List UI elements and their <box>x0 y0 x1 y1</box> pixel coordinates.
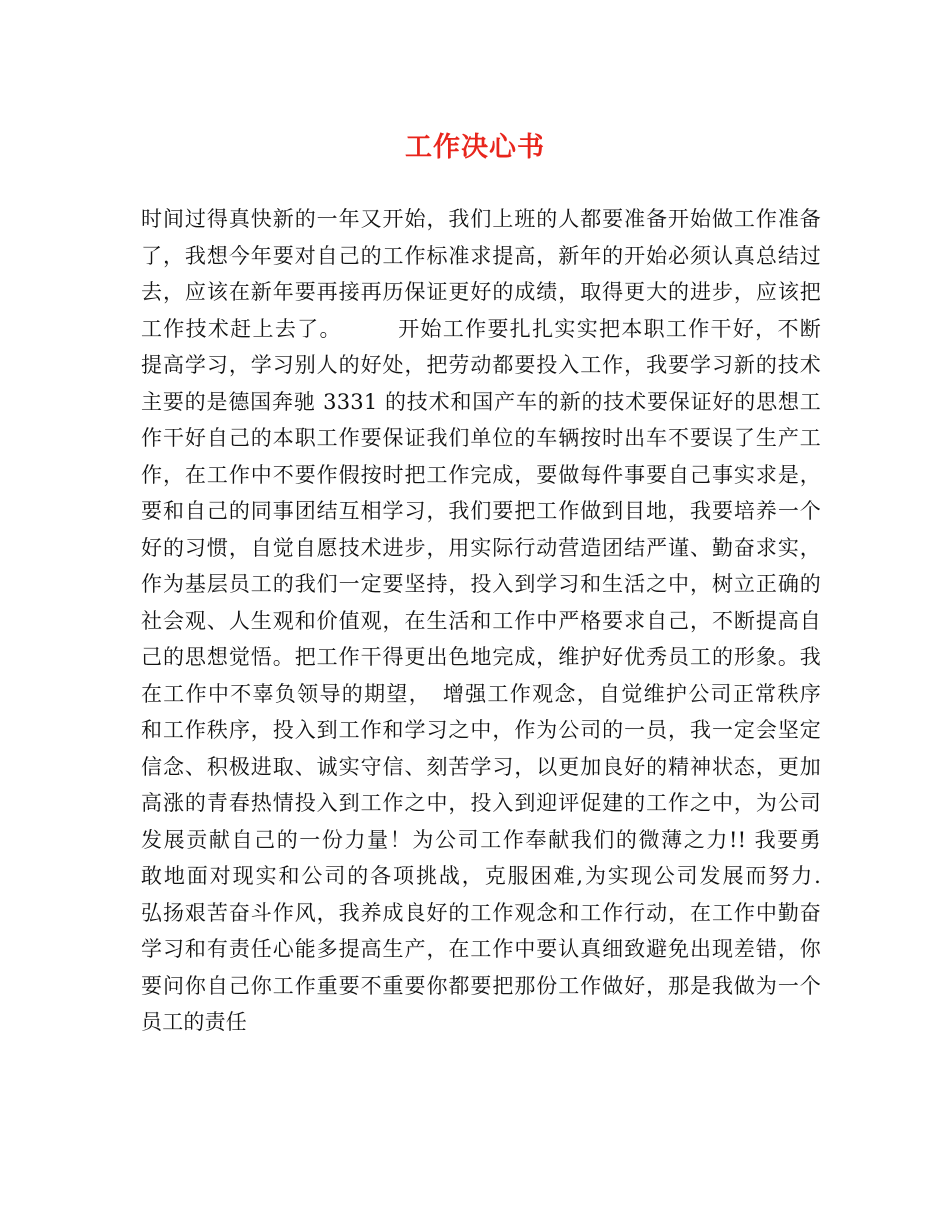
body-line: 学习和有责任心能多提高生产，在工作中要认真细致避免出现差错，你 <box>141 937 821 961</box>
body-line: 社会观、人生观和价值观，在生活和工作中严格要求自己，不断提高自 <box>141 608 821 633</box>
body-line: 高涨的青春热情投入到工作之中，投入到迎评促建的工作之中，为公司 <box>141 791 821 815</box>
body-line: 发展贡献自己的一份力量！为公司工作奉献我们的微薄之力!! 我要勇 <box>141 827 821 852</box>
body-line: 要和自己的同事团结互相学习，我们要把工作做到目地，我要培养一个 <box>141 499 821 523</box>
body-line: 主要的是德国奔驰 3331 的技术和国产车的新的技术要保证好的思想工 <box>141 389 821 414</box>
body-line: 在工作中不辜负领导的期望， 增强工作观念，自觉维护公司正常秩序 <box>141 681 821 706</box>
body-line: 工作技术赶上去了。 开始工作要扎扎实实把本职工作干好，不断 <box>141 316 821 341</box>
body-line: 好的习惯，自觉自愿技术进步，用实际行动营造团结严谨、勤奋求实， <box>141 535 821 560</box>
body-line: 员工的责任 <box>141 1010 247 1034</box>
body-line: 敢地面对现实和公司的各项挑战，克服困难,为实现公司发展而努力. <box>141 864 821 888</box>
document-body <box>141 201 821 1041</box>
body-line: 作，在工作中不要作假按时把工作完成，要做每件事要自己事实求是， <box>141 462 821 487</box>
body-line: 要问你自己你工作重要不重要你都要把那份工作做好，那是我做为一个 <box>141 973 821 998</box>
body-line: 和工作秩序，投入到工作和学习之中，作为公司的一员，我一定会坚定 <box>141 718 821 742</box>
body-line: 时间过得真快新的一年又开始，我们上班的人都要准备开始做工作准备 <box>141 207 821 231</box>
body-line: 作为基层员工的我们一定要坚持，投入到学习和生活之中，树立正确的 <box>141 572 821 596</box>
body-line: 了，我想今年要对自己的工作标准求提高，新年的开始必须认真总结过 <box>141 243 821 268</box>
body-line: 己的思想觉悟。把工作干得更出色地完成，维护好优秀员工的形象。我 <box>141 645 821 669</box>
body-line: 去，应该在新年要再接再历保证更好的成绩，取得更大的进步，应该把 <box>141 280 821 304</box>
body-line: 信念、积极进取、诚实守信、刻苦学习，以更加良好的精神状态，更加 <box>141 754 821 779</box>
body-line: 提高学习，学习别人的好处，把劳动都要投入工作，我要学习新的技术 <box>141 353 821 377</box>
document-title: 工作决心书 <box>405 132 545 163</box>
body-line: 弘扬艰苦奋斗作风，我养成良好的工作观念和工作行动，在工作中勤奋 <box>141 900 821 925</box>
body-line: 作干好自己的本职工作要保证我们单位的车辆按时出车不要误了生产工 <box>141 426 821 450</box>
